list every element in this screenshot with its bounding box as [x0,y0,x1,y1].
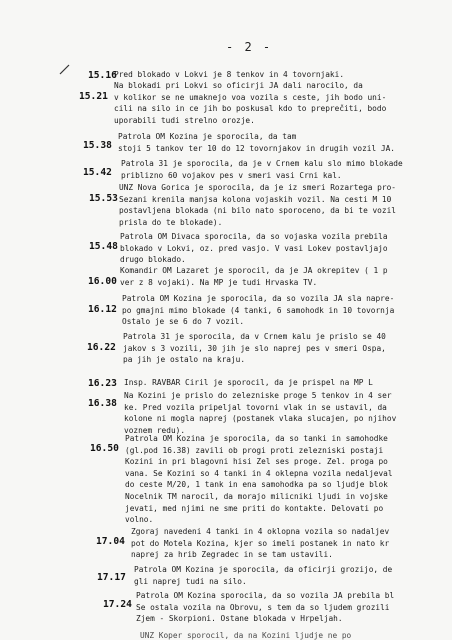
entry-line: ke. Pred vozila pripeljal tovorni vlak in se ustavil, da [124,402,387,412]
entry-line: voznem redu). [124,425,186,435]
entry-line: drugo blokado. [120,255,186,265]
entry-line: pa jih je ostalo na kraju. [123,355,246,365]
entry-time: 16.22 [87,342,116,353]
entry-line: Patrola OM Kozina je sporocila, da tam [118,132,297,141]
entry-line: Komandir OM Lazaret je sporocil, da je JA okrepitev ( 1 p [120,266,388,275]
entry-line: Patrola OM Kozina je sporocila, da so tanki in samohodke [125,434,388,443]
entry-line: UNZ Nova Gorica je sporocila, da je iz smeri Rozartega pro- [119,183,396,192]
entry-time: 15.53 [89,193,118,204]
entry-line: uporabili tudi strelno orozje. [114,115,255,125]
entry-line: Patrola OM Kozina je sporocila, da oficirji grozijo, de [134,565,393,574]
entry-line: Nocelnik TM narocil, da morajo milicniki ljudi in vojske [125,491,388,501]
entry-line: (gl.pod 16.38) zavili ob progi proti zelezniski postaji [125,445,384,455]
entry-line: Zgoraj navedeni 4 tanki in 4 oklopna vozila so nadaljev [131,527,390,536]
entry-line: stoji 5 tankov ter 10 do 12 tovornjakov in drugih vozil JA. [118,143,395,153]
entry-time: 16.38 [88,398,117,409]
entry-time: 16.12 [88,304,117,315]
entry-time: 16.23 [88,378,117,389]
entry-time: 15.42 [83,167,112,178]
entry-time: 15.16 [88,70,117,81]
entry-time: 17.04 [96,536,125,547]
entry-line: Pred blokado v Lokvi je 8 tenkov in 4 tovornjaki. [114,70,345,79]
entry-line: Patrola 31 je sporocila, da v Crnem kalu je prislo se 40 [123,332,386,341]
entry-line: Sezani krenila manjsa kolona vojaskih vozil. Na cesti M 10 [119,194,392,204]
entry-line: jevati, med njimi ne sme priti do kontakte. Delovati po [125,503,384,513]
entry-line: Patrola OM Divaca sporocila, da so vojaska vozila prebila [120,232,388,241]
entry-line: Ostalo je se 6 do 7 vozil. [122,317,245,327]
entry-line: Insp. RAVBAR Ciril je sporocil, da je prispel na MP L [124,378,373,387]
entry-time: 15.21 [79,91,108,102]
entry-line: po gmajni mimo blokade (4 tanki, 6 samohodk in 10 tovornja [122,305,395,315]
entry-line: Patrola OM Kozina sporocila, da so vozila JA prebila bl [136,591,395,600]
entry-line: Na Kozini je prislo do zelezniske proge 5 tenkov in 4 ser [124,391,392,400]
entry-line: pot do Motela Kozina, kjer so imeli postanek in nato kr [131,538,390,548]
margin-mark-icon [58,62,72,76]
entry-line: postavljena blokada (ni bilo nato sporoceno, da bi te vozil [119,206,396,216]
entry-line: Se ostala vozila na Obrovu, s tem da so ljudem grozili [136,602,390,612]
entry-line: priblizno 60 vojakov pes v smeri vasi Crni kal. [121,170,342,180]
entry-line: Zjem - Skorpioni. Ostane blokada v Hrpeljah. [136,614,343,624]
entry-time: 15.38 [83,140,112,151]
entry-time: 15.48 [89,241,118,252]
entry-line: volno. [125,515,154,525]
entry-time: 17.24 [103,599,132,610]
entry-time: 16.50 [90,443,119,454]
entry-time: 16.00 [88,276,117,287]
entry-line: Na blokadi pri Lokvi so oficirji JA dali narocilo, da [114,81,363,90]
entry-line: naprej za hrib Zegradec in se tam ustavili. [131,550,333,560]
entry-line: cili na silo in ce jih bo poskusal kdo to preprečiti, bodo [114,104,387,114]
entry-line: gli naprej tudi na silo. [134,576,247,586]
entry-line: do ceste M/20, 1 tank in ena samohodka pa so ljudje blok [125,480,388,490]
entry-line: blokado v Lokvi, oz. pred vasjo. V vasi Lokev postavljajo [120,243,388,253]
entry-line: Patrola 31 je sporocila, da je v Crnem kalu slo mimo blokade [121,159,403,168]
entry-line: ver z 8 vojaki). Na MP je tudi Hrvaska TV. [120,277,318,287]
entry-time: 17.17 [97,572,126,583]
entry-line: UNZ Koper sporocil, da na Kozini ljudje ne po [140,631,352,640]
entry-line: prisla do te blokade). [119,217,223,227]
entry-line: vana. Se Kozini so 4 tanki in 4 oklepna vozila nedaljeval [125,468,393,478]
page-number: - 2 - [226,40,273,54]
entry-line: jakov s 3 vozili, 30 jih je slo naprej pes v smeri Ospa, [123,343,386,353]
entry-line: kolone ni mogla naprej (postanek vlaka slucajen, po njihov [124,414,397,424]
entry-line: v kolikor se ne umaknejo voa vozila s ceste, jih bodo uni- [114,92,387,102]
entry-line: Kozini in pri blagovni hisi Zel ses proge. Zel. proga po [125,457,388,467]
entry-line: Patrola OM Kozina je sporocila, da so vozila JA sla napre- [122,294,395,303]
